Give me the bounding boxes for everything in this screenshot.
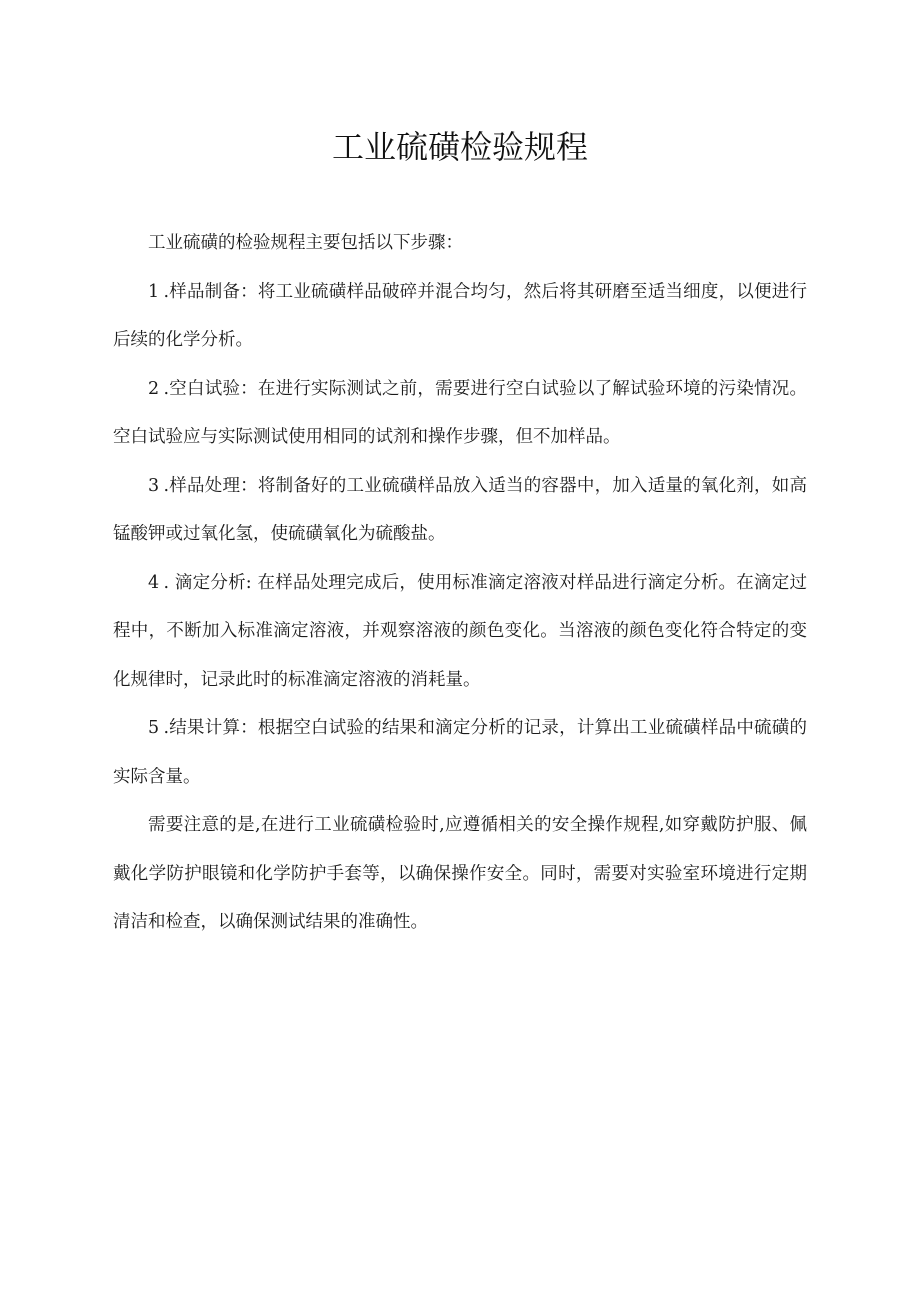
step-5-text: .结果计算：根据空白试验的结果和滴定分析的记录，计算出工业硫磺样品中硫磺的实际含量。: [113, 718, 807, 787]
step-1-text: .样品制备：将工业硫磺样品破碎并混合均匀，然后将其研磨至适当细度，以便进行后续的化学分析。: [113, 281, 807, 350]
step-3-number: 3: [148, 475, 160, 496]
step-3-text: .样品处理：将制备好的工业硫磺样品放入适当的容器中，加入适量的氧化剂，如高锰酸钾或过氧化氢，使硫磺氧化为硫酸盐。: [113, 475, 807, 544]
step-1-number: 1: [148, 281, 160, 302]
intro-paragraph: 工业硫磺的检验规程主要包括以下步骤：: [148, 233, 463, 253]
step-2-text: .空白试验：在进行实际测试之前，需要进行空白试验以了解试验环境的污染情况。空白试验应与实际测试使用相同的试剂和操作步骤，但不加样品。: [113, 378, 807, 447]
step-2-number: 2: [148, 378, 160, 399]
step-4-paragraph: [113, 559, 807, 705]
step-5-number: 5: [148, 718, 160, 738]
step-3-paragraph: [113, 462, 807, 559]
step-1-paragraph: [113, 268, 807, 365]
step-4-number: 4: [148, 572, 160, 593]
step-2-paragraph: [113, 365, 807, 462]
document-body: [113, 219, 807, 947]
document-title: 工业硫磺检验规程: [331, 128, 588, 166]
step-4-text: . 滴定分析: 在样品处理完成后，使用标准滴定溶液对样品进行滴定分析。在滴定过程中，不断加入标准滴定溶液，并观察溶液的颜色变化。当溶液的颜色变化符合特定的变化规律时，记录此时的标准滴定溶液的消耗量。: [113, 572, 807, 690]
step-5-paragraph: [113, 704, 807, 801]
safety-note-paragraph: 需要注意的是,在进行工业硫磺检验时,应遵循相关的安全操作规程,如穿戴防护服、佩戴化学防护眼镜和化学防护手套等，以确保操作安全。同时，需要对实验室环境进行定期清洁和检查，以确保测试结果的准确性。: [113, 815, 807, 932]
